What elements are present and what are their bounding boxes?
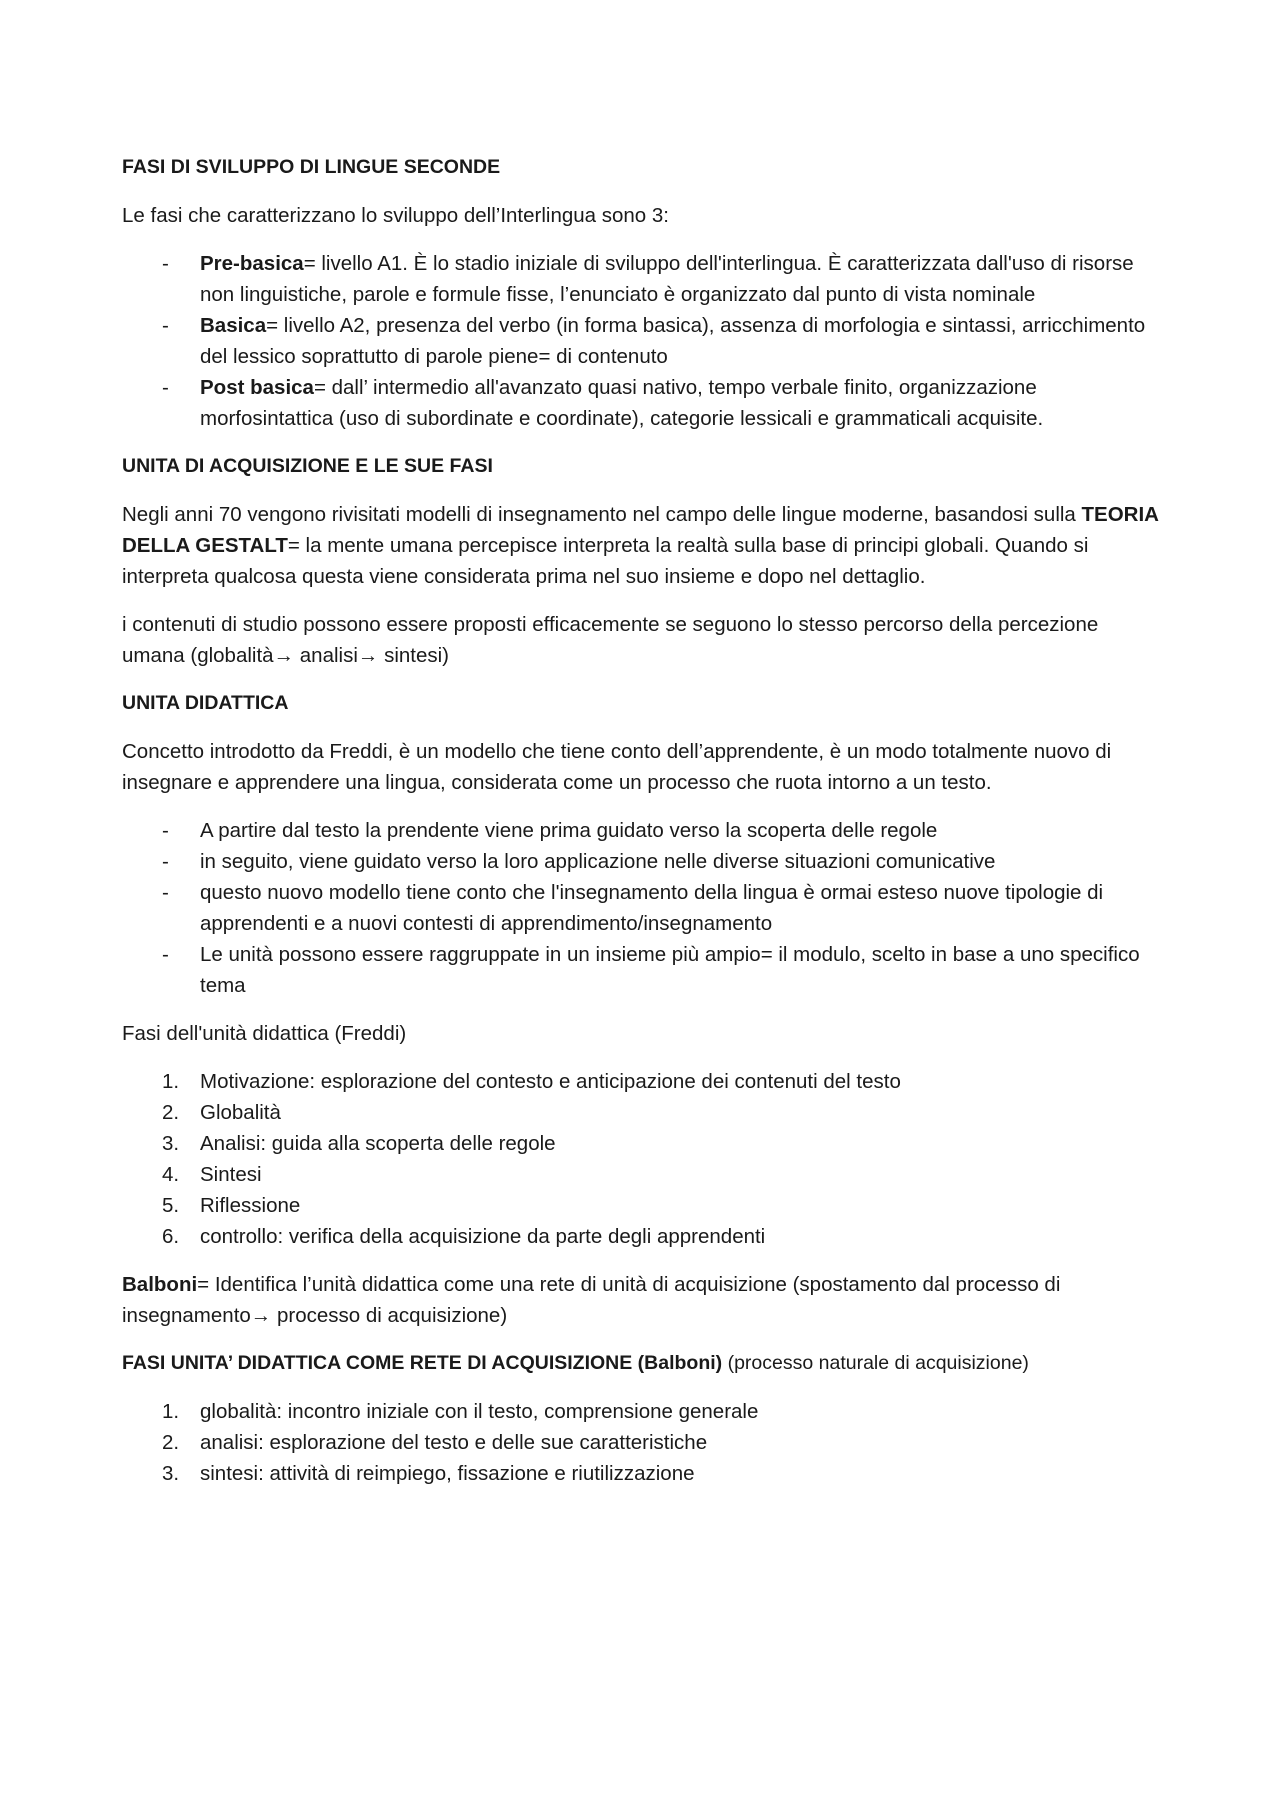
balboni-phases-list (122, 1396, 1162, 1489)
didattica-list (122, 815, 1162, 1001)
section-heading-unita-didattica: UNITA DIDATTICA (122, 692, 289, 714)
list-item-text: sintesi: attività di reimpiego, fissazione e riutilizzazione (200, 1462, 695, 1485)
balboni-paragraph (122, 1269, 1162, 1331)
list-item (122, 939, 1162, 1001)
text-run: Negli anni 70 vengono rivisitati modelli di insegnamento nel campo delle lingue moderne, basandosi sulla (122, 503, 1082, 526)
dash-bullet: - (162, 819, 169, 842)
list-item-text: Motivazione: esplorazione del contesto e anticipazione dei contenuti del testo (200, 1070, 901, 1093)
term-pre-basica: Pre-basica (200, 252, 304, 275)
freddi-phases-list (122, 1066, 1162, 1252)
dash-bullet: - (162, 252, 169, 275)
list-item (122, 1458, 1162, 1489)
list-item (122, 815, 1162, 846)
list-item (122, 310, 1162, 372)
list-number: 4. (162, 1163, 180, 1186)
list-number: 6. (162, 1225, 180, 1248)
list-item (122, 248, 1162, 310)
text-run: = Identifica l’unità didattica come una rete di unità di acquisizione (spostamento dal processo di insegnamento→ processo di acquisizione) (122, 1273, 1061, 1327)
list-item-text: globalità: incontro iniziale con il testo, comprensione generale (200, 1400, 759, 1423)
term-post-basica: Post basica (200, 376, 314, 399)
freddi-paragraph: Concetto introdotto da Freddi, è un modello che tiene conto dell’apprendente, è un modo totalmente nuovo di insegnare e apprendere una lingua, considerata come un processo che ruota intorno a un testo. (122, 740, 1112, 794)
list-number: 1. (162, 1400, 180, 1423)
list-number: 5. (162, 1194, 180, 1217)
term-basica: Basica (200, 314, 267, 337)
intro-paragraph: Le fasi che caratterizzano lo sviluppo dell’Interlingua sono 3: (122, 204, 669, 227)
document-body (122, 152, 1162, 1506)
dash-bullet: - (162, 376, 169, 399)
list-number: 2. (162, 1101, 180, 1124)
dash-bullet: - (162, 314, 169, 337)
section-heading-fasi-unita-didattica (122, 1348, 1162, 1379)
heading-bold-text: FASI UNITA’ DIDATTICA COME RETE DI ACQUISIZIONE (Balboni) (122, 1352, 723, 1374)
gestalt-paragraph (122, 499, 1162, 592)
list-number: 2. (162, 1431, 180, 1454)
section-heading-unita-acquisizione: UNITA DI ACQUISIZIONE E LE SUE FASI (122, 455, 493, 477)
phases-list (122, 248, 1162, 434)
dash-bullet: - (162, 881, 169, 904)
section-heading-fasi-sviluppo: FASI DI SVILUPPO DI LINGUE SECONDE (122, 156, 501, 178)
list-item (122, 877, 1162, 939)
text-run: = la mente umana percepisce interpreta la realtà sulla base di principi globali. Quando si interpreta qualcosa questa viene considerata prima nel suo insieme e dopo nel dettaglio. (122, 534, 1089, 588)
list-item-text: Riflessione (200, 1194, 301, 1217)
list-item (122, 1427, 1162, 1458)
term-description: = livello A2, presenza del verbo (in forma basica), assenza di morfologia e sintassi, arricchimento del lessico soprattutto di parole piene= di contenuto (200, 314, 1146, 368)
list-item (122, 846, 1162, 877)
dash-bullet: - (162, 850, 169, 873)
list-number: 1. (162, 1070, 180, 1093)
list-item (122, 1097, 1162, 1128)
list-item (122, 1066, 1162, 1097)
term-description: = dall’ intermedio all'avanzato quasi nativo, tempo verbale finito, organizzazione morfosintattica (uso di subordinate e coordinate), categorie lessicali e grammaticali acquisite. (200, 376, 1044, 430)
list-item-text: Sintesi (200, 1163, 262, 1186)
list-item-text: analisi: esplorazione del testo e delle sue caratteristiche (200, 1431, 708, 1454)
list-item (122, 1221, 1162, 1252)
list-number: 3. (162, 1462, 180, 1485)
list-item-text: Analisi: guida alla scoperta delle regole (200, 1132, 556, 1155)
term-gestalt: TEORIA DELLA GESTALT (122, 503, 1159, 557)
list-item-text: in seguito, viene guidato verso la loro applicazione nelle diverse situazioni comunicative (200, 850, 996, 873)
list-number: 3. (162, 1132, 180, 1155)
heading-normal-text: (processo naturale di acquisizione) (722, 1352, 1029, 1374)
list-item (122, 1128, 1162, 1159)
list-item-text: controllo: verifica della acquisizione da parte degli apprendenti (200, 1225, 766, 1248)
list-item (122, 1190, 1162, 1221)
dash-bullet: - (162, 943, 169, 966)
phases-title: Fasi dell'unità didattica (Freddi) (122, 1022, 407, 1045)
list-item-text: A partire dal testo la prendente viene prima guidato verso la scoperta delle regole (200, 819, 938, 842)
list-item (122, 372, 1162, 434)
list-item (122, 1396, 1162, 1427)
term-balboni: Balboni (122, 1273, 198, 1296)
list-item-text: questo nuovo modello tiene conto che l'insegnamento della lingua è ormai esteso nuove tipologie di apprendenti e a nuovi contesti di apprendimento/insegnamento (200, 881, 1104, 935)
contenuti-paragraph: i contenuti di studio possono essere proposti efficacemente se seguono lo stesso percorso della percezione umana (globalità→ analisi→ sintesi) (122, 613, 1099, 667)
list-item (122, 1159, 1162, 1190)
term-description: = livello A1. È lo stadio iniziale di sviluppo dell'interlingua. È caratterizzata dall'uso di risorse non linguistiche, parole e formule fisse, l’enunciato è organizzato dal punto di vista nominale (200, 252, 1134, 306)
list-item-text: Le unità possono essere raggruppate in un insieme più ampio= il modulo, scelto in base a uno specifico tema (200, 943, 1140, 997)
list-item-text: Globalità (200, 1101, 281, 1124)
